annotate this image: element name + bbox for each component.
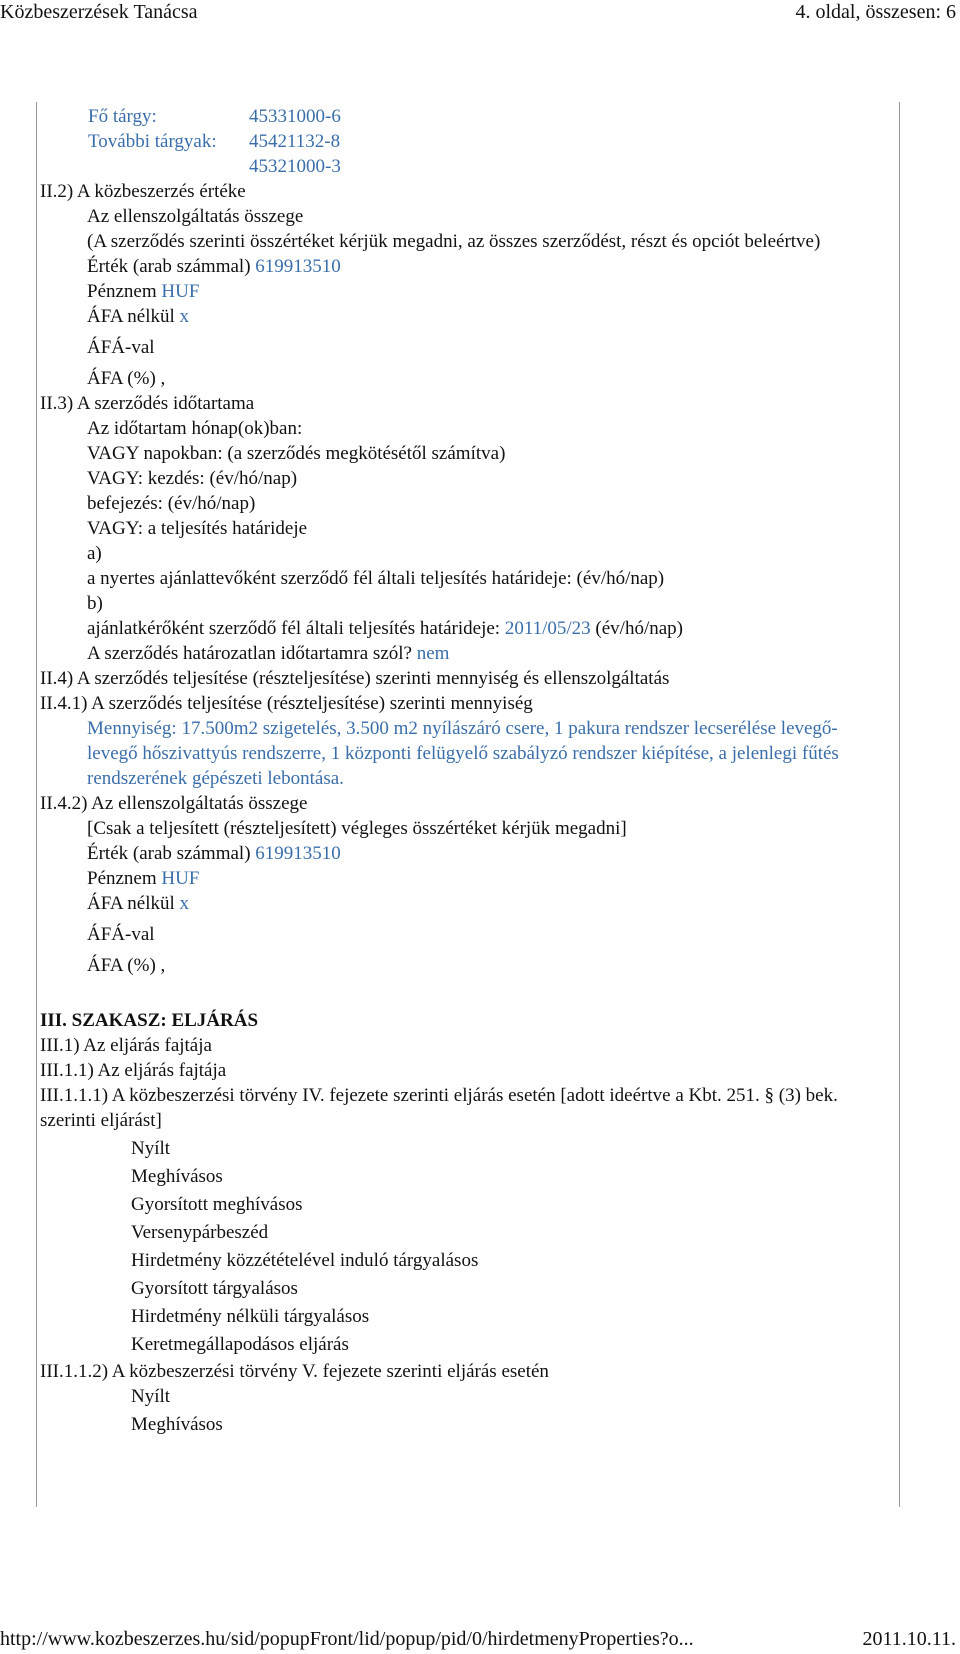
procedure-option: Meghívásos: [131, 1414, 223, 1435]
vat-excl-mark: x: [179, 893, 190, 914]
procedure-option: Keretmegállapodásos eljárás: [131, 1334, 349, 1355]
text-line: VAGY: a teljesítés határideje: [87, 518, 308, 539]
vat-excl-row: ÁFA nélkül x: [87, 306, 190, 327]
procedure-option: Nyílt: [131, 1386, 171, 1407]
procedure-option: Hirdetmény közzétételével induló tárgyalásos: [131, 1250, 479, 1271]
page-header: [0, 0, 960, 26]
section-heading: II.4) A szerződés teljesítése (részteljesítése) szerinti mennyiség és ellenszolgáltatás: [40, 668, 670, 689]
indefinite-value: nem: [416, 643, 450, 664]
currency-value: HUF: [161, 868, 200, 889]
header-page-count: 4. oldal, összesen: 6: [795, 1, 956, 23]
text-line: [Csak a teljesített (részteljesített) végleges összértéket kérjük megadni]: [87, 818, 627, 839]
procedure-option: Versenypárbeszéd: [131, 1222, 269, 1243]
section-heading: II.3) A szerződés időtartama: [40, 393, 255, 414]
indefinite-row: A szerződés határozatlan időtartamra szól? nem: [87, 643, 450, 664]
text-line: VAGY napokban: (a szerződés megkötésétől számítva): [87, 443, 506, 464]
value-row: Érték (arab számmal) 619913510: [87, 843, 341, 864]
page-footer: [0, 1627, 960, 1653]
vat-pct-row: ÁFA (%) ,: [87, 368, 166, 389]
header-title: Közbeszerzések Tanácsa: [0, 1, 198, 23]
quantity-text: Mennyiség: 17.500m2 szigetelés, 3.500 m2 nyílászáró csere, 1 pakura rendszer lecserélése levegő-levegő hőszivattyús rendszerre, 1 központi felügyelő szabályzó rendszer kiépítése, a jelenlegi fűtés rendszerének gépészeti lebontása.: [87, 718, 839, 789]
footer-date: 2011.10.11.: [862, 1628, 956, 1650]
document-content: [40, 104, 890, 1437]
procedure-option: Gyorsított tárgyalásos: [131, 1278, 298, 1299]
text-line: III.1.1) Az eljárás fajtája: [40, 1060, 227, 1081]
text-line: III.1.1.1) A közbeszerzési törvény IV. fejezete szerinti eljárás esetén [adott ideértve a Kbt. 251. § (3) bek. szerinti eljárást]: [40, 1085, 838, 1131]
value-amount: 619913510: [255, 843, 341, 864]
text-line: III.1) Az eljárás fajtája: [40, 1035, 212, 1056]
value-row: Érték (arab számmal) 619913510: [87, 256, 341, 277]
footer-url: http://www.kozbeszerzes.hu/sid/popupFront/lid/popup/pid/0/hirdetmenyProperties?o...: [0, 1628, 694, 1650]
subsection-heading: II.4.2) Az ellenszolgáltatás összege: [40, 793, 308, 814]
procedure-option: Meghívásos: [131, 1166, 223, 1187]
text-line: b): [87, 593, 103, 614]
right-border-line: [899, 102, 900, 1507]
vat-pct-row: ÁFA (%) ,: [87, 955, 166, 976]
part-heading: III. SZAKASZ: ELJÁRÁS: [40, 1010, 259, 1031]
text-line: VAGY: kezdés: (év/hó/nap): [87, 468, 298, 489]
procedure-option: Hirdetmény nélküli tárgyalásos: [131, 1306, 370, 1327]
procedure-option: Gyorsított meghívásos: [131, 1194, 303, 1215]
left-border-line: [36, 102, 37, 1507]
section-heading: II.2) A közbeszerzés értéke: [40, 181, 246, 202]
deadline-row: ajánlatkérőként szerződő fél általi teljesítés határideje: 2011/05/23 (év/hó/nap): [87, 618, 683, 639]
subsection-heading: II.4.1) A szerződés teljesítése (részteljesítése) szerinti mennyiség: [40, 693, 533, 714]
text-line: Az ellenszolgáltatás összege: [87, 206, 304, 227]
value-amount: 619913510: [255, 256, 341, 277]
vat-incl-row: ÁFÁ-val: [87, 924, 155, 945]
text-line: Az időtartam hónap(ok)ban:: [87, 418, 303, 439]
other-subject-row: További tárgyak: 45421132-8: [88, 131, 341, 152]
other-subject-code: 45321000-3: [249, 156, 341, 177]
main-subject-row: Fő tárgy: 45331000-6: [88, 106, 341, 127]
text-line: a nyertes ajánlattevőként szerződő fél általi teljesítés határideje: (év/hó/nap): [87, 568, 665, 589]
text-line: a): [87, 543, 102, 564]
vat-excl-row: ÁFA nélkül x: [87, 893, 190, 914]
text-line: III.1.1.2) A közbeszerzési törvény V. fejezete szerinti eljárás esetén: [40, 1361, 549, 1382]
vat-incl-row: ÁFÁ-val: [87, 337, 155, 358]
currency-row: Pénznem HUF: [87, 868, 200, 889]
procedure-option: Nyílt: [131, 1138, 171, 1159]
currency-value: HUF: [161, 281, 200, 302]
text-line: befejezés: (év/hó/nap): [87, 493, 256, 514]
deadline-date: 2011/05/23: [504, 618, 591, 639]
text-line: (A szerződés szerinti összértéket kérjük megadni, az összes szerződést, részt és opciót beleértve): [87, 231, 821, 252]
other-subject-code: 45421132-8: [249, 131, 341, 152]
main-subject-code: 45331000-6: [249, 106, 341, 127]
currency-row: Pénznem HUF: [87, 281, 200, 302]
vat-excl-mark: x: [179, 306, 190, 327]
